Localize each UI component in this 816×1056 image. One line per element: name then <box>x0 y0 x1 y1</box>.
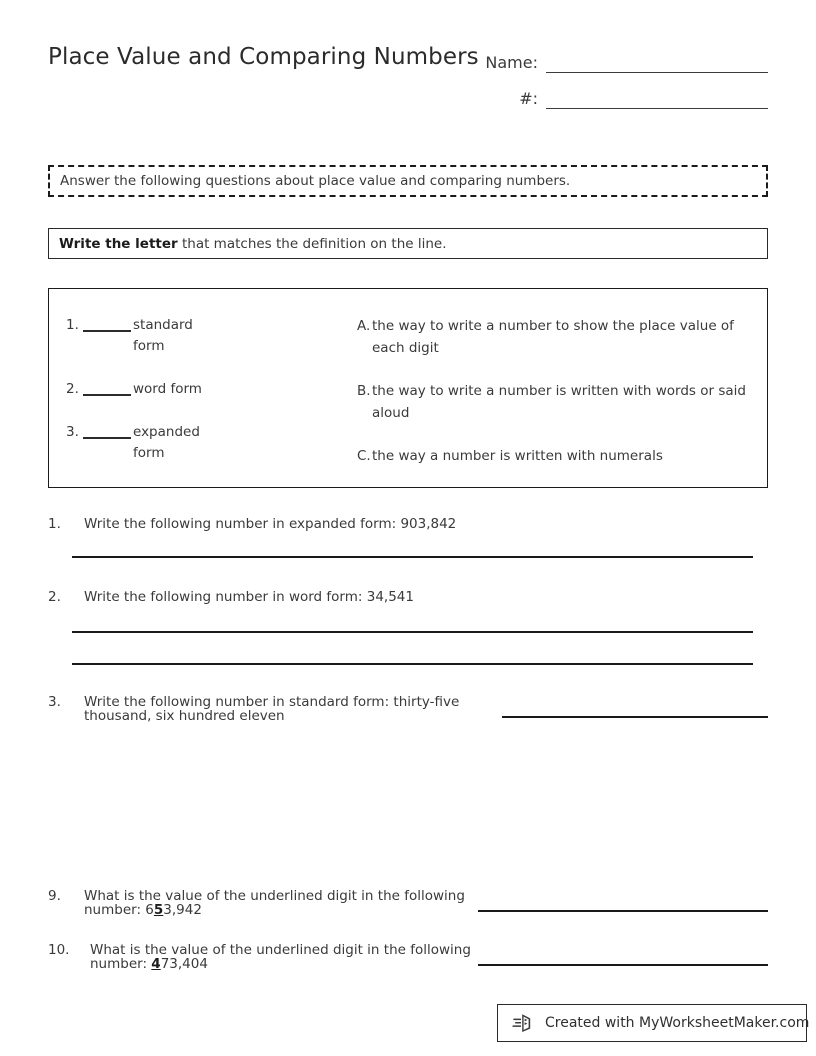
question-2 <box>48 590 748 605</box>
match-item-term: expanded form <box>133 424 200 461</box>
match-item-term: standard form <box>133 317 193 354</box>
directions-text: Answer the following questions about place value and comparing numbers. <box>60 173 571 189</box>
number-label: #: <box>519 89 538 108</box>
question-text: Write the following number in word form: 34,541 <box>84 589 414 605</box>
match-item-number: 3. <box>66 424 79 440</box>
match-answer-blank[interactable] <box>83 315 131 332</box>
match-item-term: word form <box>133 381 202 397</box>
underlined-digit: 4 <box>151 956 161 972</box>
definition-text: the way to write a number is written with words or said aloud <box>372 383 746 421</box>
name-label: Name: <box>485 53 538 72</box>
match-answer-blank[interactable] <box>83 422 131 439</box>
matching-terms-column <box>66 315 346 464</box>
number-field-row <box>460 88 768 109</box>
definition-text: the way to write a number to show the place value of each digit <box>372 318 734 356</box>
question-text <box>84 889 478 917</box>
definition-letter: C. <box>357 448 371 464</box>
answer-line-q3[interactable] <box>502 716 768 718</box>
section-instruction-bold: Write the letter <box>59 235 178 252</box>
definition-item <box>357 445 749 467</box>
definition-item <box>357 315 749 359</box>
match-item[interactable] <box>66 315 346 357</box>
underlined-digit: 5 <box>153 902 164 918</box>
question-text: Write the following number in standard form: thirty-five thousand, six hundred eleven <box>84 694 460 724</box>
definition-text: the way a number is written with numerals <box>372 448 663 464</box>
question-number: 10. <box>48 942 70 958</box>
answer-line-q10[interactable] <box>478 964 768 966</box>
question-text-before: What is the value of the underlined digit in the following number: <box>90 942 471 972</box>
match-item-number: 1. <box>66 317 79 333</box>
question-text <box>90 943 488 971</box>
name-field-row <box>460 52 768 73</box>
footer-badge[interactable] <box>497 1004 810 1042</box>
question-number: 3. <box>48 694 61 710</box>
name-input-line[interactable] <box>546 52 768 73</box>
definition-letter: A. <box>357 318 371 334</box>
question-10 <box>48 943 488 971</box>
number-input-line[interactable] <box>546 88 768 109</box>
footer-text: Created with MyWorksheetMaker.com <box>545 1015 810 1031</box>
question-text-after: 3,942 <box>163 902 202 918</box>
answer-line-q2-b[interactable] <box>72 663 753 665</box>
question-number: 9. <box>48 888 61 904</box>
section-instruction-box <box>48 228 768 259</box>
question-9 <box>48 889 478 917</box>
question-number: 1. <box>48 516 61 532</box>
section-instruction-text <box>59 236 447 252</box>
match-item-number: 2. <box>66 381 79 397</box>
match-item[interactable] <box>66 379 346 400</box>
match-item[interactable] <box>66 422 346 464</box>
directions-box <box>48 165 768 197</box>
page-title: Place Value and Comparing Numbers <box>48 44 479 70</box>
question-number: 2. <box>48 589 61 605</box>
answer-line-q1[interactable] <box>72 556 753 558</box>
match-answer-blank[interactable] <box>83 379 131 396</box>
matching-definitions-column <box>357 315 749 467</box>
question-text: Write the following number in expanded form: 903,842 <box>84 516 457 532</box>
question-3 <box>48 695 468 723</box>
answer-line-q9[interactable] <box>478 910 768 912</box>
worksheet-maker-logo-icon <box>512 1011 536 1035</box>
question-text-after: 73,404 <box>160 956 208 972</box>
question-text-before: What is the value of the underlined digit in the following number: 6 <box>84 888 465 918</box>
question-1 <box>48 517 748 532</box>
answer-line-q2-a[interactable] <box>72 631 753 633</box>
matching-exercise-box <box>48 288 768 488</box>
section-instruction-rest: that matches the definition on the line. <box>177 235 447 252</box>
worksheet-header <box>48 44 768 124</box>
definition-item <box>357 380 749 424</box>
definition-letter: B. <box>357 383 371 399</box>
